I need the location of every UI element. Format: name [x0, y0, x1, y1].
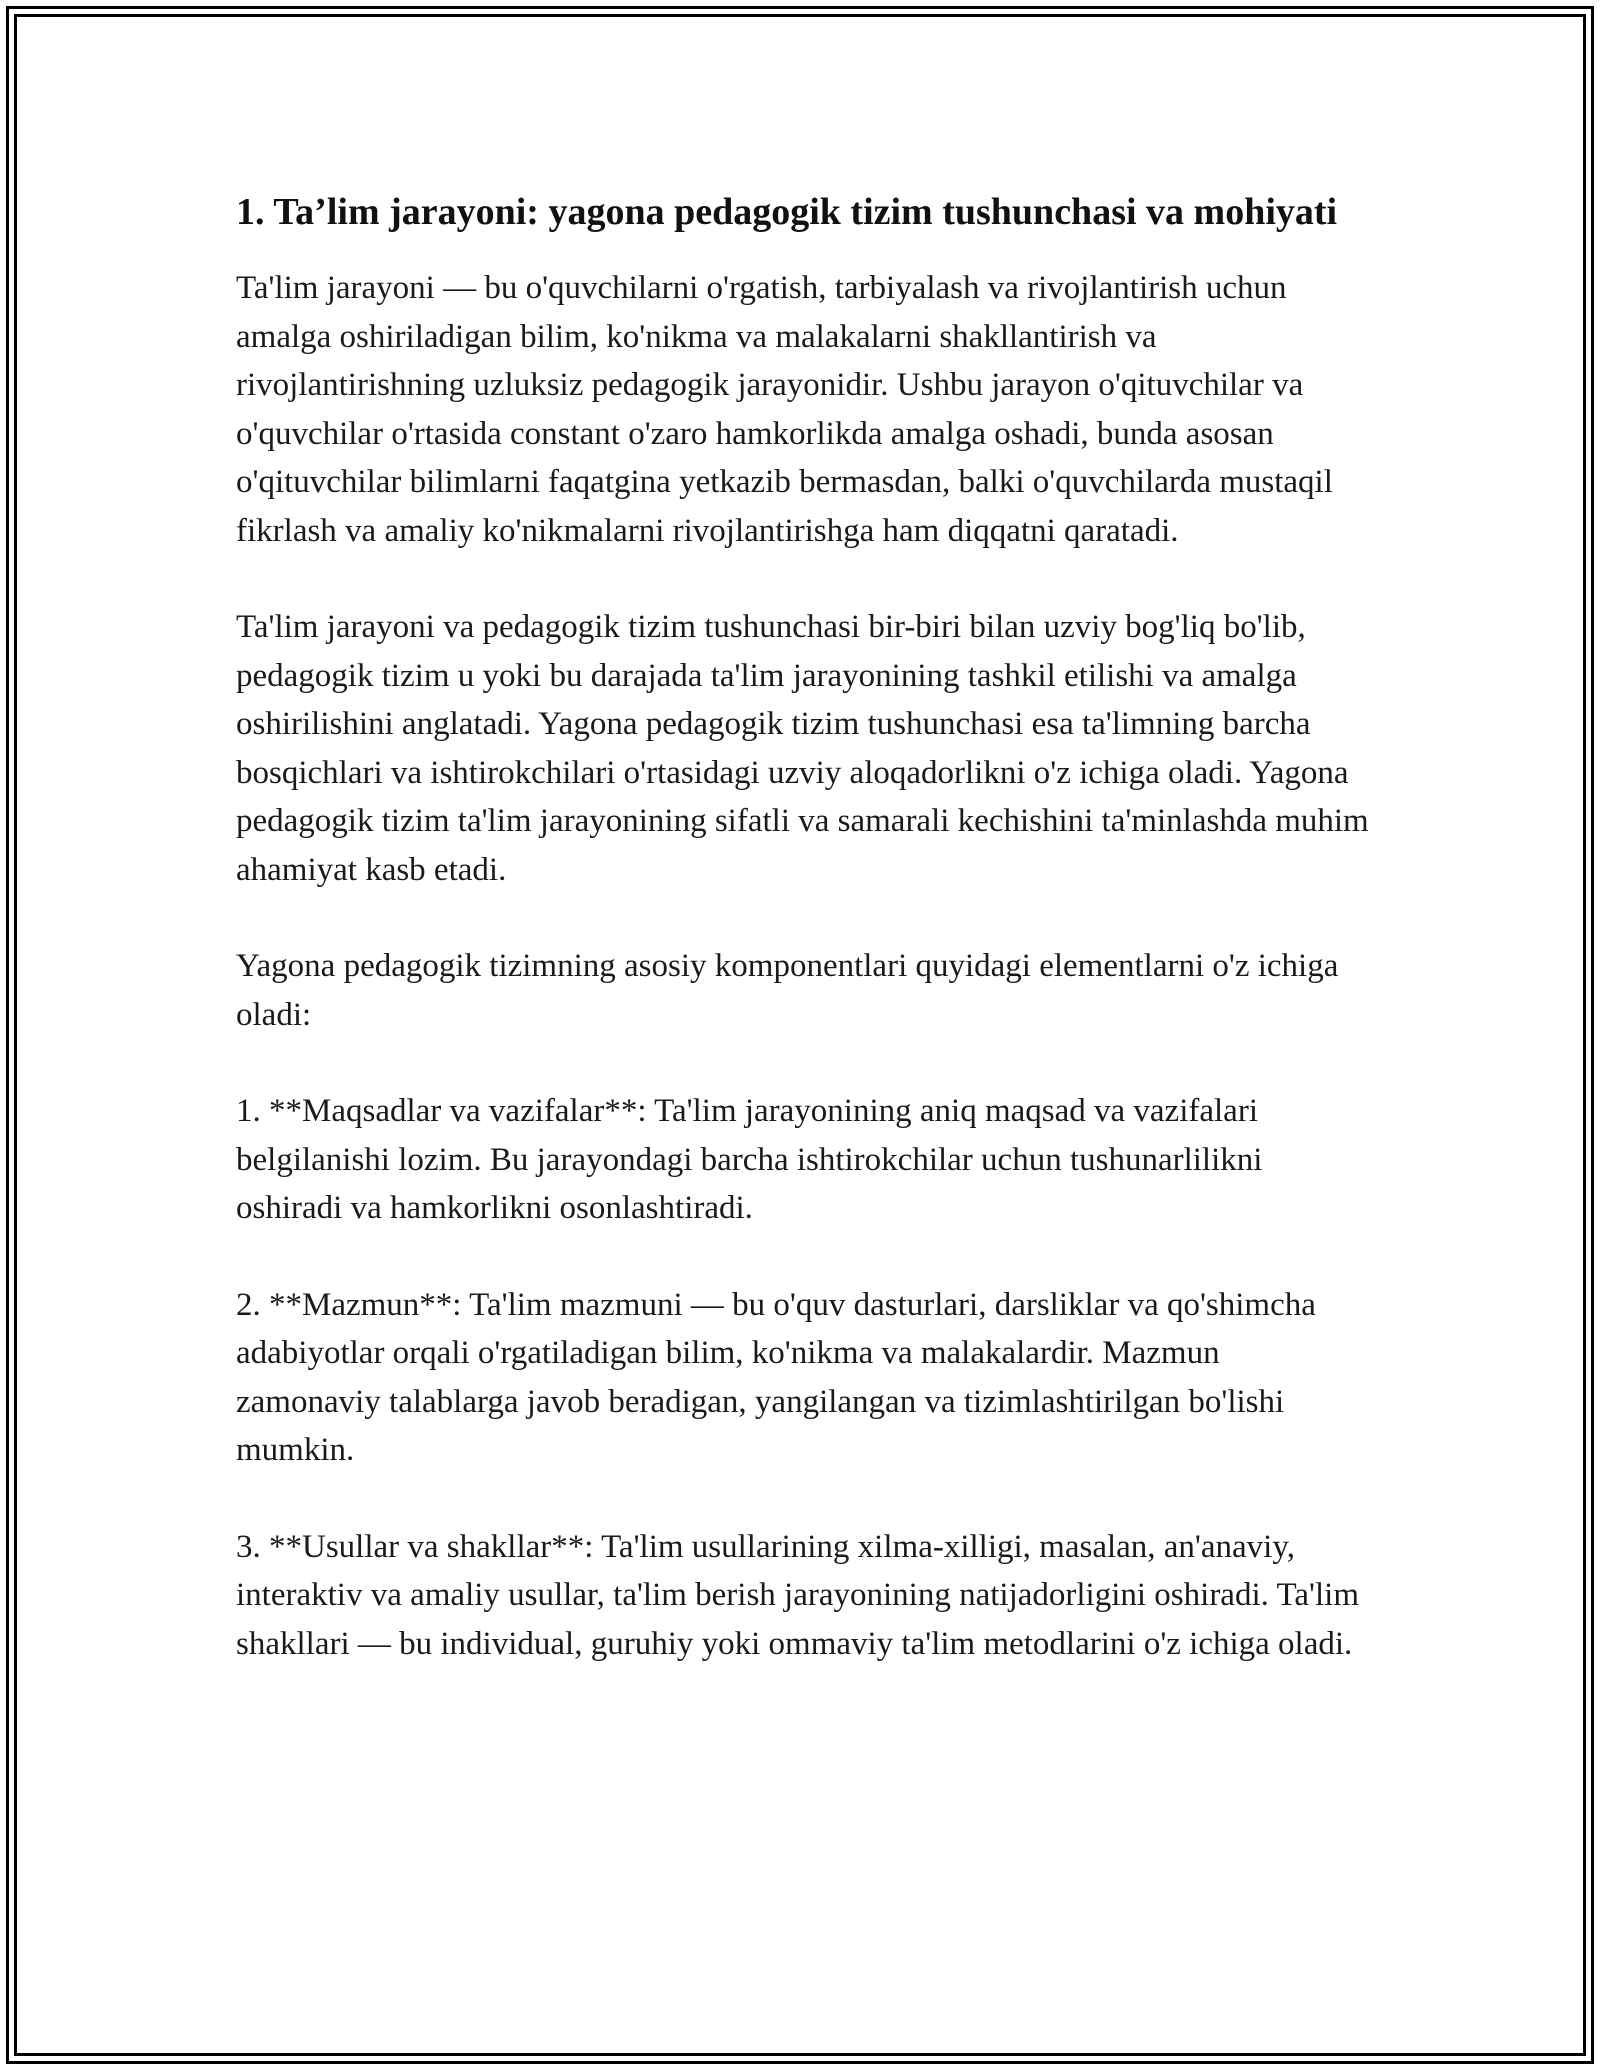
list-item-content: 2. **Mazmun**: Ta'lim mazmuni — bu o'quv dasturlari, darsliklar va qo'shimcha adabiyotlar orqali o'rgatiladigan bilim, ko'nikma va malakalardir. Mazmun zamonaviy talablarga javob beradigan, yangilangan va tizimlashtirilgan bo'lishi mumkin.	[236, 1286, 1316, 1468]
section-heading: 1. Ta’lim jarayoni: yagona pedagogik tizim tushunchasi va mohiyati	[236, 191, 1338, 233]
paragraph-intro: Ta'lim jarayoni — bu o'quvchilarni o'rgatish, tarbiyalash va rivojlantirish uchun amalga oshiriladigan bilim, ko'nikma va malakalarni shakllantirish va rivojlantirishning uzluksiz pedagogik jarayonidir. Ushbu jarayon o'qituvchilar va o'quvchilar o'rtasida constant o'zaro hamkorlikda amalga oshadi, bunda asosan o'qituvchilar bilimlarni faqatgina yetkazib bermasdan, balki o'quvchilarda mustaqil fikrlash va amaliy ko'nikmalarni rivojlantirishga ham diqqatni qaratadi.	[236, 270, 1333, 549]
paragraph-pedagogical-system: Ta'lim jarayoni va pedagogik tizim tushunchasi bir-biri bilan uzviy bog'liq bo'lib, pedagogik tizim u yoki bu darajada ta'lim jarayonining tashkil etilishi va amalga oshirilishini anglatadi. Yagona pedagogik tizim tushunchasi esa ta'limning barcha bosqichlari va ishtirokchilari o'rtasidagi uzviy aloqadorlikni o'z ichiga oladi. Yagona pedagogik tizim ta'lim jarayonining sifatli va samarali kechishini ta'minlashda muhim ahamiyat kasb etadi.	[236, 609, 1369, 888]
list-item-goals: 1. **Maqsadlar va vazifalar**: Ta'lim jarayonining aniq maqsad va vazifalari belgilanishi lozim. Bu jarayondagi barcha ishtirokchilar uchun tushunarlilikni oshiradi va hamkorlikni osonlashtiradi.	[236, 1093, 1263, 1226]
paragraph-components-intro: Yagona pedagogik tizimning asosiy komponentlari quyidagi elementlarni o'z ichiga oladi:	[236, 948, 1339, 1033]
document-body	[236, 184, 1371, 1716]
list-item-methods: 3. **Usullar va shakllar**: Ta'lim usullarining xilma-xilligi, masalan, an'anaviy, interaktiv va amaliy usullar, ta'lim berish jarayonining natijadorligini oshiradi. Ta'lim shakllari — bu individual, guruhiy yoki ommaviy ta'lim metodlarini o'z ichiga oladi.	[236, 1528, 1359, 1662]
